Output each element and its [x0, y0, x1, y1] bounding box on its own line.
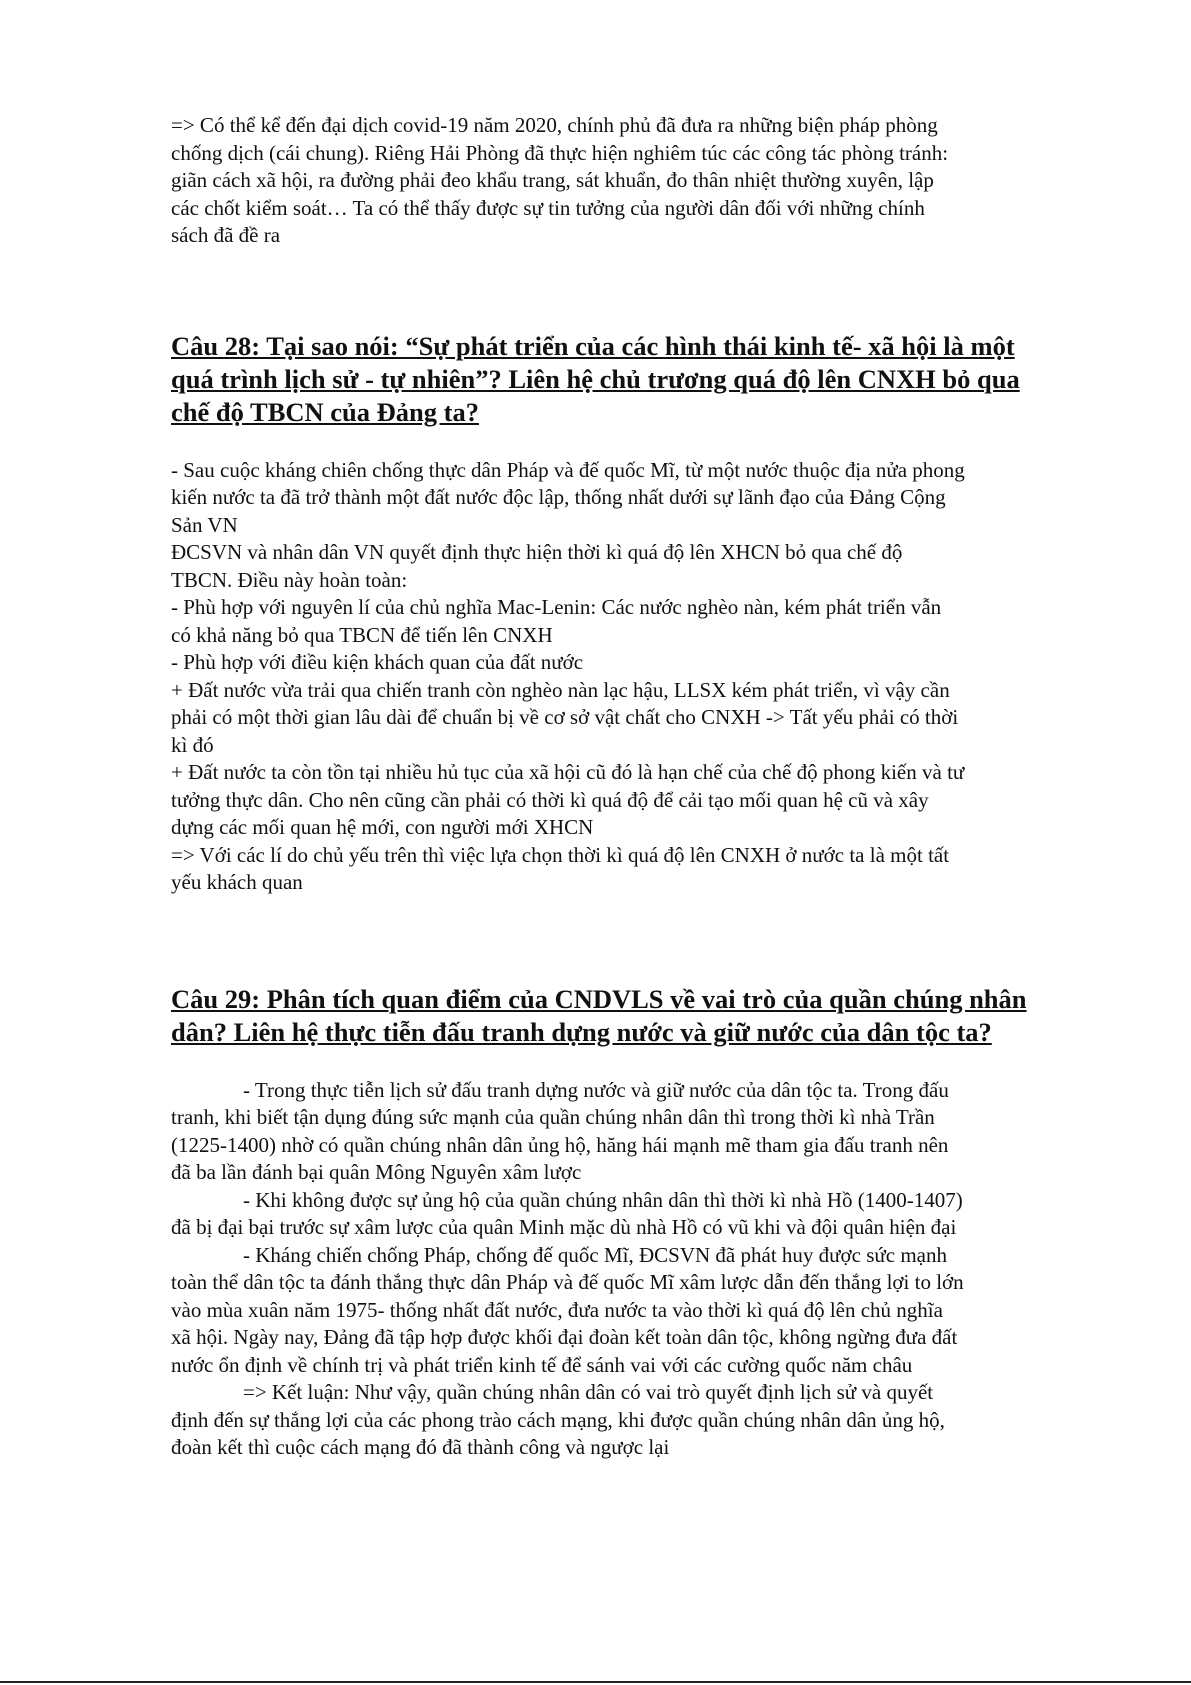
heading-line: Câu 29: Phân tích quan điểm của CNDVLS về vai trò của quần chúng nhân — [171, 983, 1027, 1014]
text-line: sách đã đề ra — [171, 223, 281, 247]
text-line: định đến sự thắng lợi của các phong trào cách mạng, khi được quần chúng nhân dân ủng hộ, — [171, 1407, 945, 1432]
text-line: ĐCSVN và nhân dân VN quyết định thực hiện thời kì quá độ lên XHCN bỏ qua chế độ — [171, 540, 903, 564]
question-28-answer — [171, 457, 1091, 897]
text-line: đã ba lần đánh bại quân Mông Nguyên xâm lược — [171, 1160, 582, 1184]
text-line: giãn cách xã hội, ra đường phải đeo khẩu trang, sát khuẩn, đo thân nhiệt thường xuyên, lập — [171, 168, 934, 192]
text-line: tưởng thực dân. Cho nên cũng cần phải có thời kì quá độ để cải tạo mối quan hệ cũ và xây — [171, 787, 929, 812]
text-line: => Kết luận: Như vậy, quần chúng nhân dân có vai trò quyết định lịch sử và quyết — [243, 1380, 934, 1404]
text-line: đoàn kết thì cuộc cách mạng đó đã thành công và ngược lại — [171, 1435, 670, 1459]
text-line: các chốt kiểm soát… Ta có thể thấy được sự tin tưởng của người dân đối với những chính — [171, 195, 925, 220]
text-line: nước ổn định về chính trị và phát triển kinh tế để sánh vai với các cường quốc năm châu — [171, 1352, 913, 1377]
answer-paragraph — [171, 1187, 1091, 1242]
text-line: + Đất nước ta còn tồn tại nhiều hủ tục của xã hội cũ đó là hạn chế của chế độ phong kiến và tư — [171, 760, 965, 784]
question-29-answer — [171, 1077, 1091, 1462]
text-line: dựng các mối quan hệ mới, con người mới XHCN — [171, 815, 594, 839]
text-line: chống dịch (cái chung). Riêng Hải Phòng đã thực hiện nghiêm túc các công tác phòng tránh: — [171, 140, 949, 165]
text-line: vào mùa xuân năm 1975- thống nhất đất nước, đưa nước ta vào thời kì quá độ lên chủ nghĩa — [171, 1297, 943, 1322]
text-line: xã hội. Ngày nay, Đảng đã tập hợp được khối đại đoàn kết toàn dân tộc, không ngừng đưa đất — [171, 1325, 958, 1349]
question-28-heading — [171, 330, 1091, 429]
text-line: => Có thể kể đến đại dịch covid-19 năm 2020, chính phủ đã đưa ra những biện pháp phòng — [171, 113, 938, 137]
heading-line: chế độ TBCN của Đảng ta? — [171, 396, 479, 427]
text-line: kiến nước ta đã trở thành một đất nước độc lập, thống nhất dưới sự lãnh đạo của Đảng Cộng — [171, 485, 946, 509]
text-line: (1225-1400) nhờ có quần chúng nhân dân ủng hộ, hăng hái mạnh mẽ tham gia đấu tranh nên — [171, 1132, 949, 1157]
text-line: phải có một thời gian lâu dài để chuẩn bị về cơ sở vật chất cho CNXH -> Tất yếu phải có thời — [171, 705, 959, 729]
text-line: - Sau cuộc kháng chiên chống thực dân Pháp và đế quốc Mĩ, từ một nước thuộc địa nửa phong — [171, 457, 965, 482]
intro-paragraph — [171, 112, 1091, 250]
text-line: yếu khách quan — [171, 870, 303, 894]
text-line: - Phù hợp với nguyên lí của chủ nghĩa Mac-Lenin: Các nước nghèo nàn, kém phát triển vẫn — [171, 595, 942, 619]
text-line: + Đất nước vừa trải qua chiến tranh còn nghèo nàn lạc hậu, LLSX kém phát triển, vì vậy cần — [171, 677, 950, 702]
text-line: - Trong thực tiễn lịch sử đấu tranh dựng nước và giữ nước của dân tộc ta. Trong đấu — [243, 1077, 949, 1102]
page-bottom-rule — [0, 1681, 1191, 1683]
answer-paragraph — [171, 1077, 1091, 1187]
text-line: Sản VN — [171, 512, 238, 537]
text-line: => Với các lí do chủ yếu trên thì việc lựa chọn thời kì quá độ lên CNXH ở nước ta là một tất — [171, 842, 950, 867]
question-29-heading — [171, 983, 1091, 1049]
heading-line: dân? Liên hệ thực tiễn đấu tranh dựng nước và giữ nước của dân tộc ta? — [171, 1016, 992, 1047]
text-line: - Khi không được sự ủng hộ của quần chúng nhân dân thì thời kì nhà Hồ (1400-1407) — [243, 1187, 963, 1212]
heading-line: quá trình lịch sử - tự nhiên”? Liên hệ chủ trương quá độ lên CNXH bỏ qua — [171, 363, 1020, 394]
text-line: tranh, khi biết tận dụng đúng sức mạnh của quần chúng nhân dân thì trong thời kì nhà Trần — [171, 1105, 935, 1129]
text-line: kì đó — [171, 732, 214, 757]
conclusion-paragraph — [171, 1379, 1091, 1462]
text-line: toàn thể dân tộc ta đánh thắng thực dân Pháp và đế quốc Mĩ xâm lược dẫn đến thắng lợi to lớn — [171, 1270, 964, 1294]
document-page — [171, 112, 1091, 1462]
heading-line: Câu 28: Tại sao nói: “Sự phát triển của các hình thái kinh tế- xã hội là một — [171, 330, 1015, 361]
text-line: TBCN. Điều này hoàn toàn: — [171, 567, 408, 592]
answer-paragraph — [171, 1242, 1091, 1380]
text-line: - Kháng chiến chống Pháp, chống đế quốc Mĩ, ĐCSVN đã phát huy được sức mạnh — [243, 1242, 947, 1267]
text-line: có khả năng bỏ qua TBCN để tiến lên CNXH — [171, 622, 553, 647]
text-line: - Phù hợp với điều kiện khách quan của đất nước — [171, 650, 584, 674]
text-line: đã bị đại bại trước sự xâm lược của quân Minh mặc dù nhà Hồ có vũ khi và đội quân hiện đại — [171, 1215, 957, 1239]
